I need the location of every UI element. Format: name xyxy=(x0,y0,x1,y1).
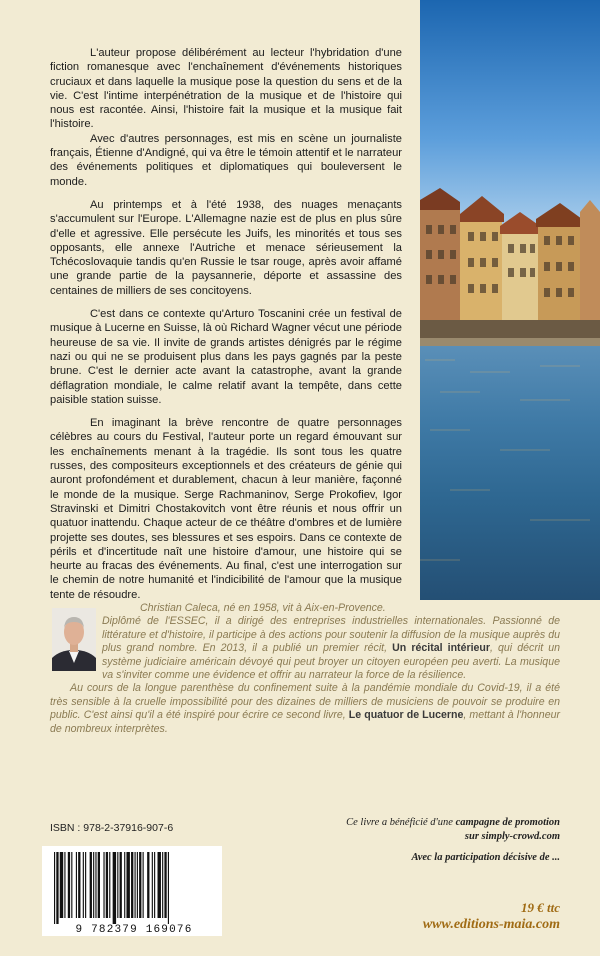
barcode-bar xyxy=(131,852,133,918)
barcode-bar xyxy=(56,852,58,924)
barcode-bar xyxy=(76,852,77,918)
book-title: Un récital intérieur xyxy=(392,642,491,655)
bio-text: Au cours de la longue parenthèse du confinement suite à la pandémie mondiale du Covid-19, il a été très sensible à la cruelle impossibilité pour des dizaines de milliers de musiciens de pouvoir se produire en public. C'est ainsi qu'il a été inspiré pour écrire ce second livre, xyxy=(50,682,560,722)
barcode-bar xyxy=(71,852,72,918)
barcode-bar xyxy=(143,852,144,918)
synopsis-paragraph: Avec d'autres personnages, est mis en scène un journaliste français, Étienne d'Andigné, qui va être le témoin attentif et le narrateur des événements politiques et diplomatiques qui bouleversent le monde. xyxy=(50,132,402,188)
lucerne-waterfront-photo xyxy=(420,0,600,600)
barcode-bar xyxy=(109,852,110,918)
barcode-bar xyxy=(152,852,153,918)
barcode-bar xyxy=(85,852,86,918)
barcode-bar xyxy=(137,852,138,918)
promotion-note xyxy=(346,816,560,844)
bio-paragraph xyxy=(50,682,560,736)
participation-note: Avec la participation décisive de ... xyxy=(411,852,560,863)
barcode-bar xyxy=(95,852,96,918)
barcode-bar xyxy=(68,852,70,918)
barcode-bar xyxy=(154,852,155,918)
barcode-bar xyxy=(93,852,94,918)
barcode-bar xyxy=(158,852,161,918)
barcode-digits: 9 782379 169076 xyxy=(75,924,193,936)
barcode-bar xyxy=(117,852,118,918)
synopsis-paragraph: C'est dans ce contexte qu'Arturo Toscanini crée un festival de musique à Lucerne en Suisse, là où Richard Wagner vécut une période heureuse de sa vie. Il invite de grands artistes dénigrés par le régime nazi ou qui ne se produisent plus dans les pays gagnés par la peste brune. C'est le dernier acte avant la catastrophe, avant la grande déflagration mondiale, le calme relatif avant la tempête, dans cette paisible station suisse. xyxy=(50,308,402,406)
barcode-bar xyxy=(83,852,84,918)
barcode-bar xyxy=(106,852,108,918)
isbn-label: ISBN : 978-2-37916-907-6 xyxy=(50,822,174,834)
barcode-bar xyxy=(135,852,136,918)
barcode-bar xyxy=(64,852,65,918)
bio-intro: Christian Caleca, né en 1958, vit à Aix-en-Provence. xyxy=(140,602,386,614)
promo-highlight: campagne de promotion xyxy=(455,817,560,828)
bio-text: Diplômé de l'ESSEC, il a dirigé des entreprises industrielles internationales. Passionné de littérature et d'histoire, il participe à des actions pour soutenir la diffusion de la musique auprès du plus grand nombre. En 2013, il a publié un premier récit, xyxy=(102,615,560,655)
publisher-website: www.editions-maia.com xyxy=(422,917,560,932)
promo-text: Ce livre a bénéficié d'une xyxy=(346,817,456,828)
back-cover-synopsis xyxy=(50,46,402,602)
bio-text: , mettant à l'honneur de nombreux interprètes. xyxy=(50,709,560,735)
barcode-bar xyxy=(139,852,141,918)
promo-site: sur simply-crowd.com xyxy=(464,831,560,842)
synopsis-paragraph: En imaginant la brève rencontre de quatre personnages célèbres au cours du Festival, l'auteur porte un regard émouvant sur les enchaînements menant à la tragédie. Ils sont tous les quatre russes, des compositeurs exceptionnels et des créateurs de génie qui auront profondément et durablement, chacun à leur manière, façonné le monde de la musique. Serge Rachmaninov, Serge Prokofiev, Igor Stravinski et Dimitri Chostakovitch vont être réunis et nous offrir un quatuor inattendu. Chaque acteur de ce théâtre d'ombres et de lumière projette ses doutes, ses blessures et ses espoirs. Dans ce contexte de périls et d'incertitude naît une histoire d'amour, une histoire qui se heurte au fracas des événements. Au final, c'est une interrogation sur le chemin de notre humanité et l'indicibilité de l'amour que la musique tente de résoudre. xyxy=(50,417,402,601)
synopsis-paragraph: L'auteur propose délibérément au lecteur l'hybridation d'une fiction romanesque avec l'enchaînement d'événements historiques cruciaux et dans laquelle la musique pose la question du sens et de la vie. C'est l'intime interpénétration de la musique et de l'histoire qui nous est racontée. Ainsi, l'histoire fait la musique et la musique fait l'histoire. xyxy=(50,47,402,131)
bio-text: , qui décrit un système judiciaire américain dévoyé qui peut broyer un citoyen européen peu averti. La musique va s'inviter comme une évidence et offrir au narrateur la force de la résilience. xyxy=(102,642,560,682)
barcode-bar xyxy=(54,852,55,924)
barcode-bar xyxy=(164,852,166,918)
barcode-bar xyxy=(103,852,104,918)
price-label: 19 € ttc xyxy=(521,900,560,915)
barcode-bar xyxy=(78,852,80,918)
author-biography xyxy=(50,602,560,736)
ean13-barcode xyxy=(42,846,222,936)
book-title: Le quatuor de Lucerne xyxy=(348,709,464,722)
barcode-bar xyxy=(124,852,125,918)
barcode-bar xyxy=(120,852,122,918)
barcode-bar xyxy=(90,852,92,918)
barcode-bar xyxy=(60,852,63,918)
bio-paragraph xyxy=(50,615,560,682)
barcode-bar xyxy=(168,852,169,924)
barcode-bar xyxy=(113,852,116,924)
synopsis-paragraph: Au printemps et à l'été 1938, des nuages menaçants s'accumulent sur l'Europe. L'Allemagne nazie est de plus en plus sûre d'elle et agressive. Elle persécute les Juifs, les minorités et tous ses opposants, elle annexe l'Autriche et menace sérieusement la Tchécoslovaquie tandis qu'en Russie le tsar rouge, après avoir affamé une grande partie de la paysannerie, déporte et assassine des centaines de milliers de ses concitoyens. xyxy=(50,198,402,297)
barcode-bar xyxy=(147,852,149,918)
barcode-bar xyxy=(98,852,100,918)
barcode-bar xyxy=(126,852,129,918)
barcode-bar xyxy=(162,852,163,918)
